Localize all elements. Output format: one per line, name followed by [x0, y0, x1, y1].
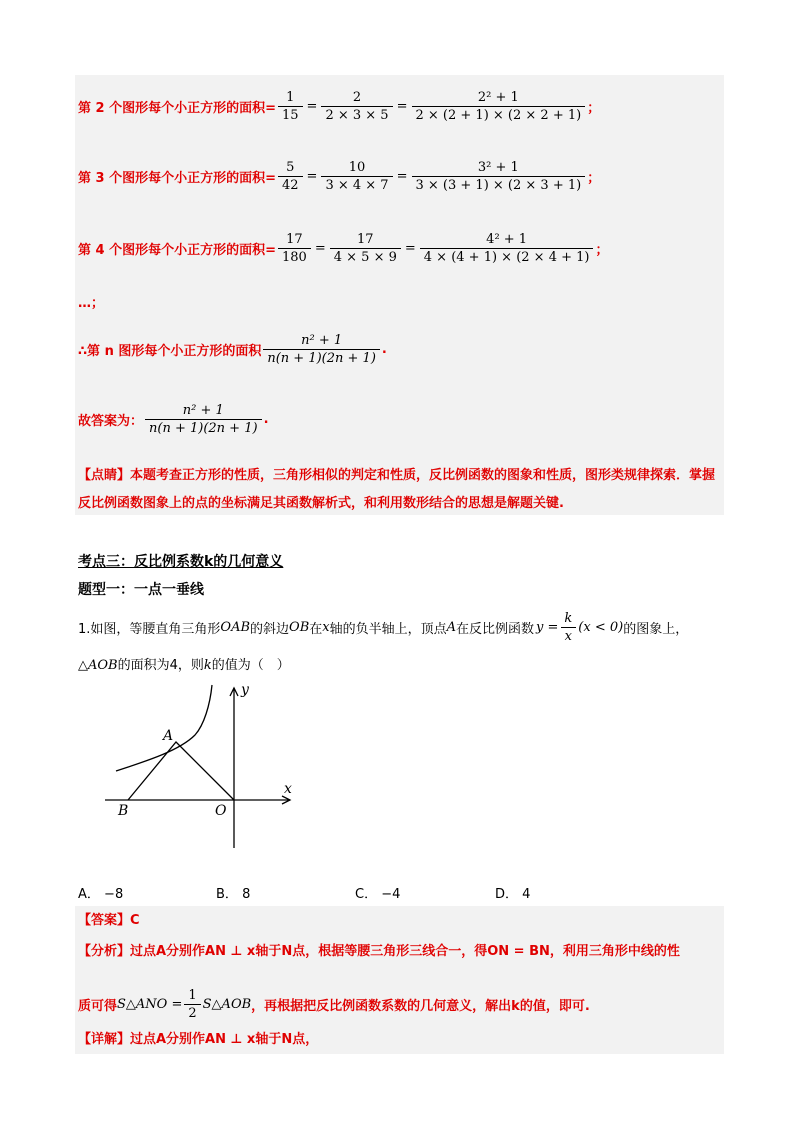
row-2-frac-1: $\frac{1}{15}$	[278, 90, 303, 123]
option-b[interactable]: B． 8	[216, 887, 251, 902]
label-y: y	[241, 682, 249, 698]
row-4-frac-1: $\frac{17}{180}$	[278, 232, 311, 265]
row-4: 第 4 个图形每个小正方形的面积= $\frac{17}{180}$ = $\frac{17}{4 \times 5 \times 9}$ = $\frac{\text{4² + 1}}{4 \times (4 + 1) \times (2 \times 4 + 1)}$ ；	[78, 232, 609, 265]
row-3-frac-1: $\frac{5}{42}$	[278, 160, 303, 193]
row-3: 第 3 个图形每个小正方形的面积= $\frac{5}{42}$ = $\frac{10}{3 \times 4 \times 7}$ = $\frac{\text{3² + 1}}{3 \times (3 + 1) \times (2 \times 3 + 1)}$ ；	[78, 160, 601, 193]
half-frac: $\frac{1}{2}$	[184, 988, 200, 1021]
label-x: x	[284, 781, 292, 797]
general-row: ∴第 n 图形每个小正方形的面积 $\frac{\text{n² + 1}}{n(n + 1)(2n + 1)}$ .	[78, 333, 387, 366]
row-2-label: 第 2 个图形每个小正方形的面积=	[78, 101, 276, 117]
option-c[interactable]: C． −4	[355, 887, 401, 902]
answer-frac: $\frac{\text{n² + 1}}{n(n + 1)(2n + 1)}$	[145, 403, 262, 436]
option-a[interactable]: A． −8	[78, 887, 124, 902]
row-2-frac-3: $\frac{\text{2² + 1}}{2 \times (2 + 1) \times (2 \times 2 + 1)}$	[412, 90, 586, 123]
general-label: ∴第 n 图形每个小正方形的面积	[78, 344, 262, 360]
label-b: B	[118, 803, 129, 819]
question-line-2: △AOB的面积为4，则k的值为（ ）	[78, 658, 290, 673]
solution-block	[75, 75, 724, 515]
row-2: 第 2 个图形每个小正方形的面积= $\frac{1}{15}$ = $\frac{2}{2 \times 3 \times 5}$ = $\frac{\text{2² + 1}}{2 \times (2 + 1) \times (2 \times 2 + 1)}$ ；	[78, 90, 601, 123]
question-line-1: 1.如图，等腰直角三角形 OAB 的斜边 OB 在 x 轴的负半轴上，顶点 A 在反比例函数 y = $\frac{k}{x}$ (x < 0) 的图象上，	[78, 611, 689, 644]
label-a: A	[163, 728, 174, 744]
row-4-label: 第 4 个图形每个小正方形的面积=	[78, 243, 276, 259]
row-4-frac-2: $\frac{17}{4 \times 5 \times 9}$	[330, 232, 401, 265]
answer-label: 故答案为：	[78, 414, 144, 430]
triangle-aob	[128, 742, 234, 800]
x-axis-arrow	[282, 796, 290, 804]
label-o: O	[215, 803, 227, 819]
general-frac: $\frac{\text{n² + 1}}{n(n + 1)(2n + 1)}$	[263, 333, 380, 366]
section-title: 考点三：反比例系数k的几何意义	[78, 554, 284, 570]
row-3-label: 第 3 个图形每个小正方形的面积=	[78, 171, 276, 187]
function-frac: $\frac{k}{x}$	[560, 611, 576, 644]
option-d[interactable]: D． 4	[495, 887, 531, 902]
section-subtitle: 题型一：一点一垂线	[78, 582, 204, 598]
row-4-frac-3: $\frac{\text{4² + 1}}{4 \times (4 + 1) \times (2 \times 4 + 1)}$	[420, 232, 594, 265]
hyperbola-curve	[116, 685, 212, 771]
detail-line: 【详解】过点A分别作AN ⊥ x轴于N点，	[78, 1032, 319, 1047]
comment-text: 【点睛】本题考查正方形的性质，三角形相似的判定和性质，反比例函数的图象和性质，图形类规律探索．掌握反比例函数图象上的点的坐标满足其函数解析式，和利用数形结合的思想是解题关键.	[78, 468, 716, 511]
y-axis-arrow	[230, 688, 238, 696]
row-3-frac-3: $\frac{\text{3² + 1}}{3 \times (3 + 1) \times (2 \times 3 + 1)}$	[412, 160, 586, 193]
row-2-frac-2: $\frac{2}{2 \times 3 \times 5}$	[321, 90, 392, 123]
answer-row: 故答案为： $\frac{\text{n² + 1}}{n(n + 1)(2n + 1)}$ .	[78, 403, 269, 436]
row-3-frac-2: $\frac{10}{3 \times 4 \times 7}$	[321, 160, 392, 193]
analysis-line-2: 质可得 S△ANO = $\frac{1}{2}$ S△AOB ，再根据把反比例函数系数的几何意义，解出k的值，即可.	[78, 988, 590, 1021]
answer-label: 【答案】C	[78, 913, 140, 928]
ellipsis: …；	[78, 296, 105, 311]
analysis-line-1: 【分析】过点A分别作AN ⊥ x轴于N点，根据等腰三角形三线合一，得ON = BN，利用三角形中线的性	[78, 944, 680, 959]
